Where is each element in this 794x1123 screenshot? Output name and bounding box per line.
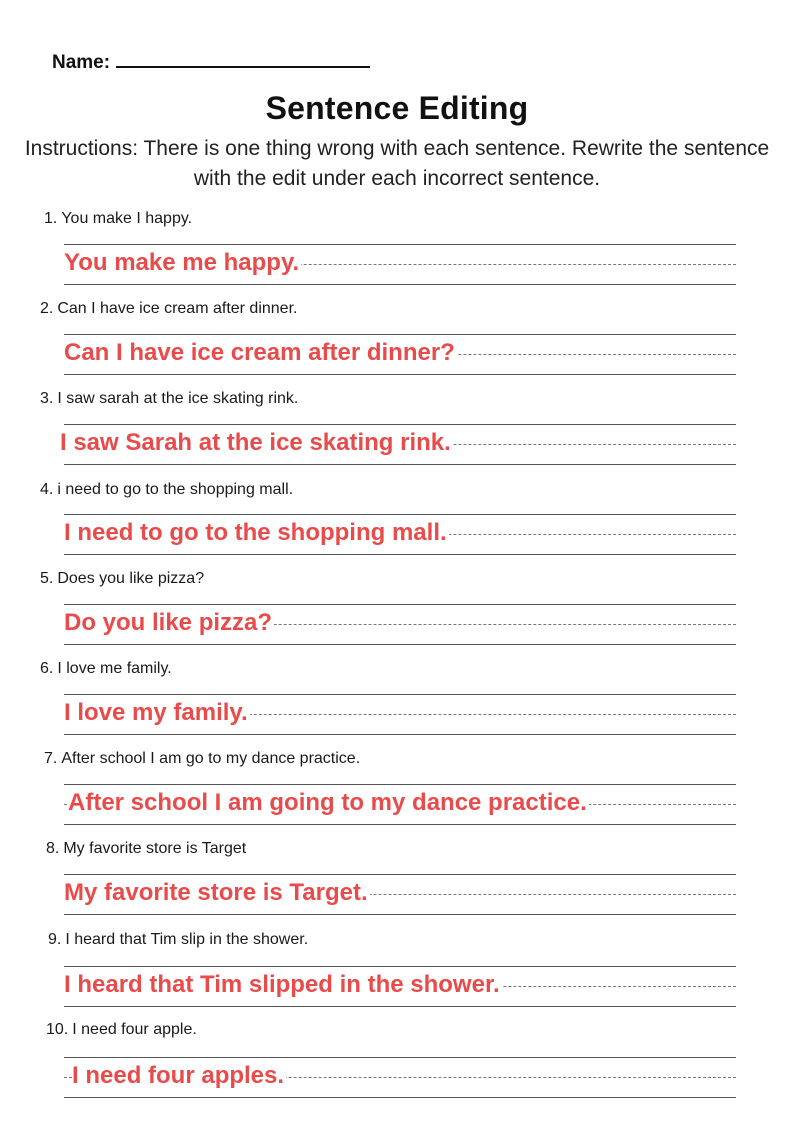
question-number: 7. [44, 750, 58, 767]
question-number: 9. [48, 931, 62, 948]
question-sentence: I saw sarah at the ice skating rink. [57, 390, 299, 407]
question-number: 1. [44, 210, 58, 227]
question-sentence: After school I am go to my dance practice. [61, 750, 361, 767]
question-sentence: I love me family. [57, 660, 172, 677]
instructions-text: Instructions: There is one thing wrong with each sentence. Rewrite the sentence with the edit under each incorrect sentence. [24, 137, 770, 190]
question-sentence: You make I happy. [61, 210, 193, 227]
page-title: Sentence Editing [265, 90, 529, 126]
question-number: 4. [40, 481, 54, 498]
answer-lines-2[interactable] [64, 334, 736, 374]
answer-lines-8[interactable] [64, 874, 736, 914]
answer-lines-5[interactable] [64, 604, 736, 644]
question-6 [40, 660, 172, 678]
question-sentence: My favorite store is Target [63, 840, 247, 857]
question-number: 3. [40, 390, 54, 407]
answer-lines-6[interactable] [64, 694, 736, 734]
answer-lines-4[interactable] [64, 514, 736, 554]
answer-text: I love my family. [64, 699, 248, 726]
question-sentence: i need to go to the shopping mall. [57, 481, 294, 498]
answer-lines-1[interactable] [64, 244, 736, 284]
question-9 [48, 931, 308, 949]
answer-lines-7[interactable] [64, 784, 736, 824]
question-5 [40, 570, 204, 588]
name-row [52, 50, 370, 74]
question-4 [40, 481, 293, 499]
answer-lines-3[interactable] [60, 424, 736, 464]
question-number: 10. [46, 1021, 69, 1038]
question-number: 5. [40, 570, 54, 587]
question-number: 2. [40, 300, 54, 317]
answer-text: I saw Sarah at the ice skating rink. [60, 429, 451, 456]
answer-text: After school I am going to my dance practice. [68, 789, 587, 816]
question-7 [44, 750, 360, 768]
question-sentence: I heard that Tim slip in the shower. [65, 931, 309, 948]
question-sentence: Can I have ice cream after dinner. [57, 300, 298, 317]
answer-text: Can I have ice cream after dinner? [64, 339, 455, 366]
question-2 [40, 300, 297, 318]
question-number: 6. [40, 660, 54, 677]
question-sentence: Does you like pizza? [57, 570, 205, 587]
question-sentence: I need four apple. [72, 1021, 197, 1038]
name-label: Name: [52, 52, 111, 73]
question-8 [46, 840, 246, 858]
answer-text: You make me happy. [64, 249, 300, 276]
question-3 [40, 390, 298, 408]
answer-text: I need to go to the shopping mall. [64, 519, 447, 546]
answer-text: My favorite store is Target. [64, 879, 368, 906]
question-10 [46, 1021, 197, 1039]
name-blank-line[interactable] [116, 50, 370, 68]
answer-text: I heard that Tim slipped in the shower. [64, 971, 500, 998]
answer-lines-9[interactable] [64, 966, 736, 1006]
answer-text: Do you like pizza? [64, 609, 273, 636]
question-number: 8. [46, 840, 60, 857]
answer-text: I need four apples. [72, 1062, 285, 1089]
answer-lines-10[interactable] [64, 1057, 736, 1097]
question-1 [44, 210, 192, 228]
